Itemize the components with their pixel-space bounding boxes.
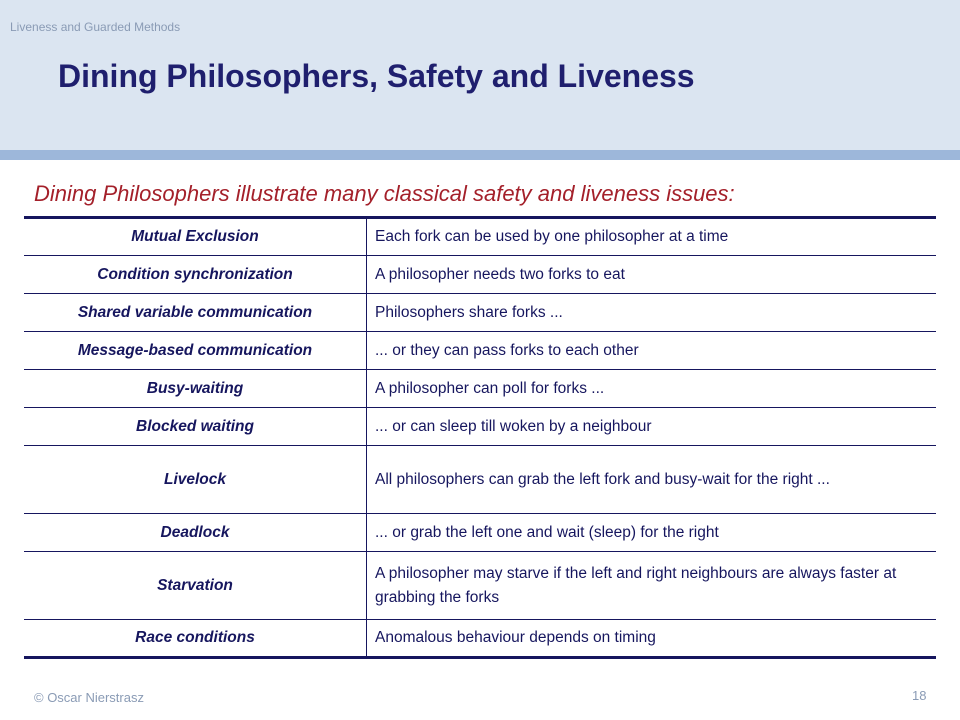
table-row (24, 620, 936, 658)
slide-title: Dining Philosophers, Safety and Liveness (58, 58, 695, 94)
table-row (24, 294, 936, 332)
table-row (24, 446, 936, 514)
row-term: Mutual Exclusion (24, 218, 367, 256)
table-row (24, 332, 936, 370)
row-description: Philosophers share forks ... (367, 294, 937, 332)
table-row (24, 408, 936, 446)
row-term: Blocked waiting (24, 408, 367, 446)
row-description: Each fork can be used by one philosopher at a time (367, 218, 937, 256)
row-term: Busy-waiting (24, 370, 367, 408)
row-description: A philosopher can poll for forks ... (367, 370, 937, 408)
table-row (24, 218, 936, 256)
row-description: ... or grab the left one and wait (sleep) for the right (367, 514, 937, 552)
row-description: All philosophers can grab the left fork and busy-wait for the right ... (367, 446, 937, 514)
row-term: Race conditions (24, 620, 367, 658)
page-number: 18 (912, 688, 927, 703)
table-row (24, 552, 936, 620)
table-row (24, 514, 936, 552)
row-description: ... or can sleep till woken by a neighbour (367, 408, 937, 446)
row-term: Message-based communication (24, 332, 367, 370)
slide-subtitle: Dining Philosophers illustrate many classical safety and liveness issues: (34, 181, 735, 206)
footer-copyright: © Oscar Nierstrasz (34, 690, 144, 705)
row-term: Livelock (24, 446, 367, 514)
header-divider (0, 150, 960, 160)
row-term: Shared variable communication (24, 294, 367, 332)
row-term: Starvation (24, 552, 367, 620)
row-term: Condition synchronization (24, 256, 367, 294)
section-label: Liveness and Guarded Methods (10, 20, 181, 34)
row-description: Anomalous behaviour depends on timing (375, 629, 656, 646)
table-row (24, 256, 936, 294)
row-description: A philosopher may starve if the left and right neighbours are always faster at grabbing the forks (367, 552, 937, 620)
table-row (24, 370, 936, 408)
issues-table (24, 216, 936, 659)
row-description: ... or they can pass forks to each other (367, 332, 937, 370)
row-term: Deadlock (24, 514, 367, 552)
row-description: A philosopher needs two forks to eat (367, 256, 937, 294)
